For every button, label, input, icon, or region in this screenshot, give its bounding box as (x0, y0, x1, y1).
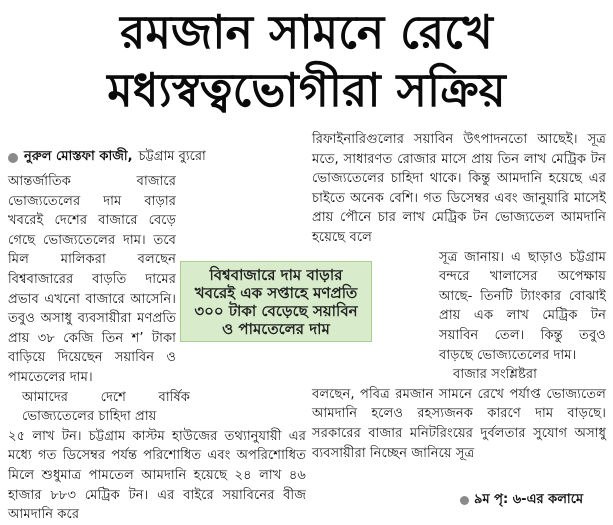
right-paragraph-2-rest: বলছেন, পবিত্র রমজান সামনে রেখে পর্যাপ্ত ভোজ্যতেল আমদানি হলেও রহস্যজনক কারণে দাম বাড়ছে। সরকারের বাজার মনিটরিংয়ের দুর্বলতার সুযোগ অসাধু ব্যবসায়ীরা নিচ্ছেন জানিয়ে সূত্র (312, 386, 606, 461)
byline (8, 147, 206, 168)
bullet-icon (8, 153, 18, 163)
headline-line-1: রমজান সামনে রেখে (120, 5, 493, 59)
left-paragraph-1-text: আন্তর্জাতিক বাজারে ভোজ্যতেলের দাম বাড়ার খবরেই দেশের বাজারে বেড়ে গেছে ভোজ্যতেলের দাম। তবে মিল মালিকরা বলছেন বিশ্ববাজারের বাড়তি দামের প্রভাব এখনো বাজারে আসেনি। তবুও অসাধু ব্যবসায়ীরা মণপ্রতি প্রায় ৩৮ কেজি তিন শ’ টাকা বাড়িয়ে দিয়েছেন সয়াবিন ও পামতেলের দাম। (8, 174, 176, 385)
right-column (312, 130, 606, 463)
pull-quote: বিশ্ববাজারে দাম বাড়ার খবরেই এক সপ্তাহে মণপ্রতি ৩০০ টাকা বেড়েছে সয়াবিন ও পামতেলের দাম (180, 261, 372, 342)
byline-place: চট্টগ্রাম ব্যুরো (138, 149, 206, 164)
headline-line-2: মধ্যস্বত্বভোগীরা সক্রিয় (107, 63, 506, 117)
right-paragraph-1-narrow: সূত্র জানায়। এ ছাড়াও চট্টগ্রাম বন্দরে খালাসের অপেক্ষায় আছে- তিনটি ট্যাংকার বোঝাই প্রায় এক লাখ মেট্রিক টন সয়াবিন তেল। কিন্তু তবুও বাড়ছে ভোজ্যতেলের দাম। (439, 249, 606, 363)
jump-text: ৯ম পৃ: ৬-এর কলামে (474, 492, 584, 507)
headline (0, 4, 613, 118)
continued-jump (460, 490, 583, 511)
bullet-icon (460, 496, 469, 505)
byline-author: নুরুল মোস্তফা কাজী, (24, 149, 133, 164)
left-paragraph-2-rest: ২৫ লাখ টন। চট্টগ্রাম কাস্টম হাউজের তথ্যানুযায়ী এর মধ্যে গত ডিসেম্বর পর্যন্ত পরিশোধিত এবং অপরিশোধিত মিলে শুধুমাত্র পামতেল আমদানি হয়েছে ২৪ লাখ ৪৬ হাজার ৮৮৩ মেট্রিক টন। এর বাইরে সয়াবিনের বীজ আমদানি করে (8, 428, 306, 523)
right-paragraph-2-start: বাজার সংশ্লিষ্টরা (453, 367, 537, 383)
left-column (8, 172, 306, 525)
left-paragraph-2-start: আমাদের দেশে বার্ষিক ভোজ্যতেলের চাহিদা প্রায় (22, 389, 190, 425)
left-paragraph-1 (8, 172, 176, 388)
right-paragraph-1: রিফাইনারিগুলোর সয়াবিন উৎপাদনতো আছেই। সূত্র মতে, সাধারণত রোজার মাসে প্রায় তিন লাখ মেট্রিক টন ভোজ্যতেলের চাহিদা থাকে। কিন্তু আমদানি হয়েছে এর চাইতে অনেক বেশি। গত ডিসেম্বর এবং জানুয়ারি মাসেই প্রায় পৌনে চার লাখ মেট্রিক টন ভোজ্যতেল আমদানি হয়েছে বলে (312, 132, 606, 245)
